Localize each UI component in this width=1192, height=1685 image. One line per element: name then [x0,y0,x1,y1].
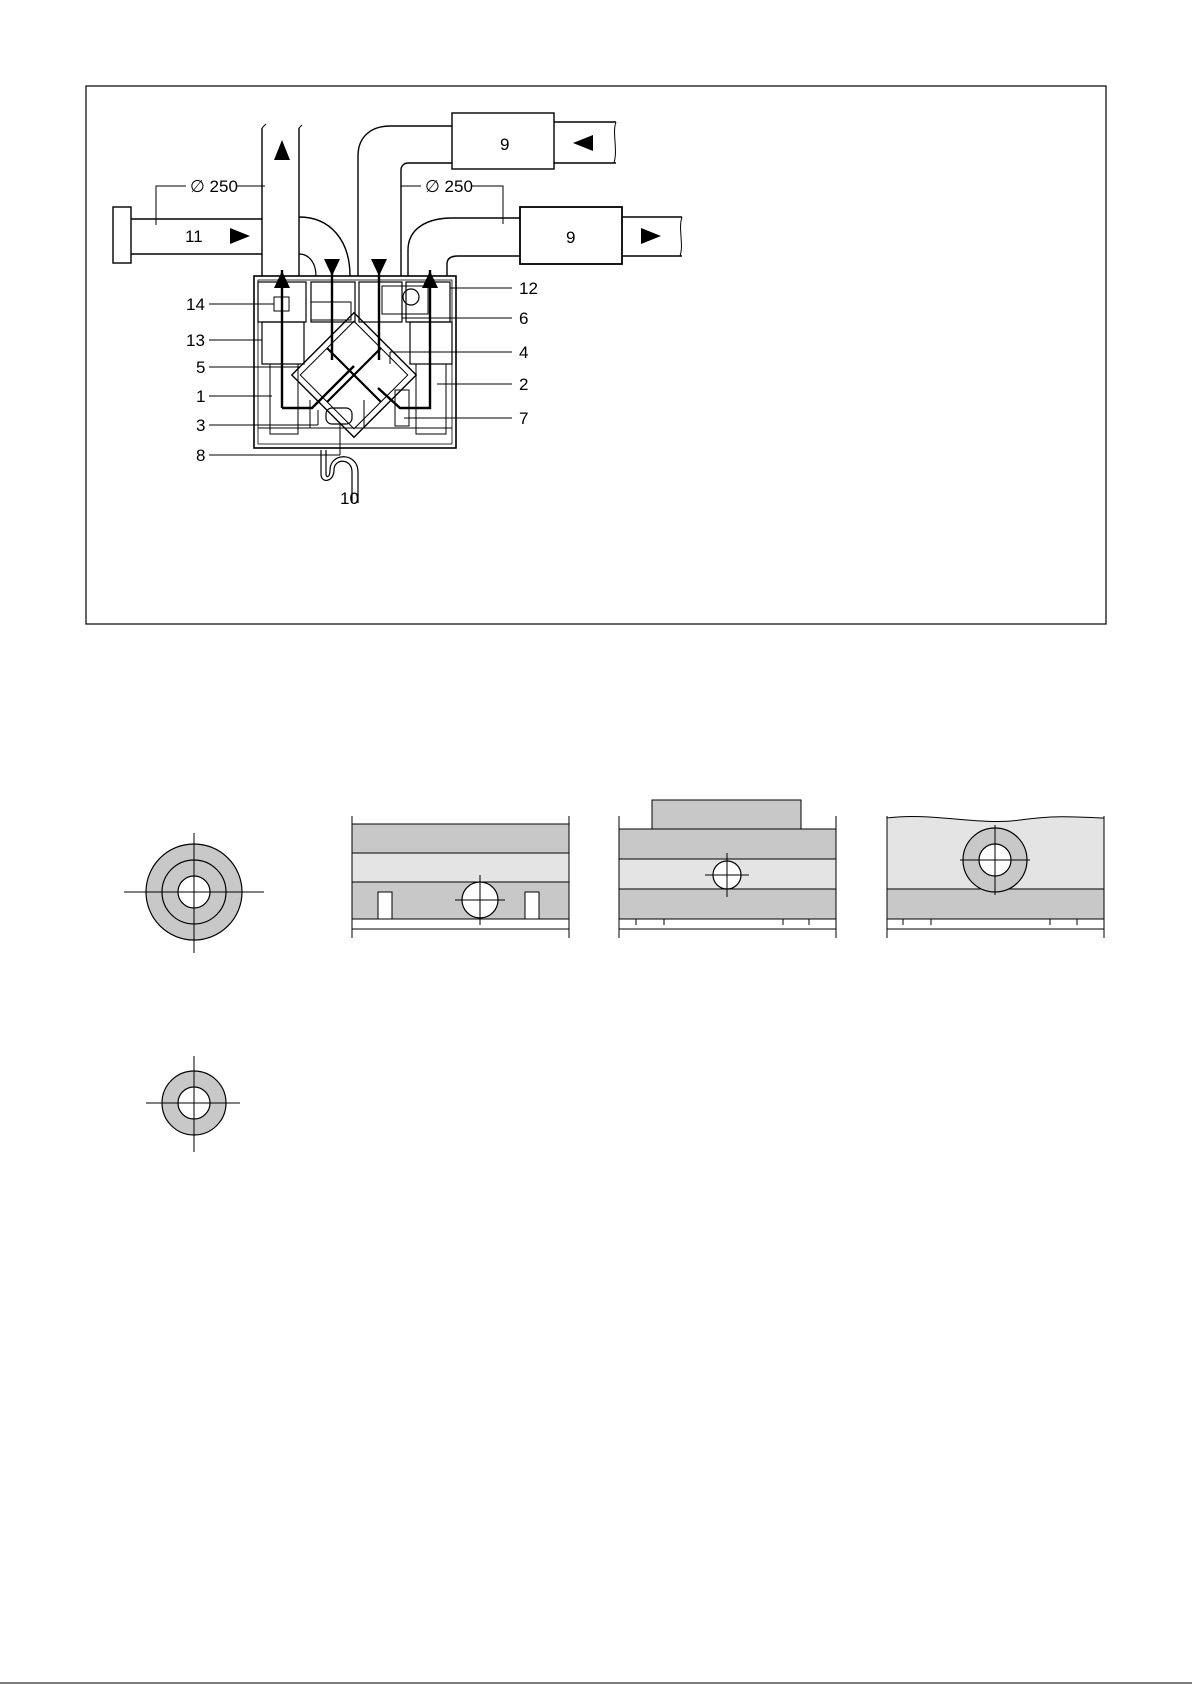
callout-1: 1 [196,387,206,406]
callout-4: 4 [519,343,529,362]
flow-arrow-up-icon [274,271,290,288]
vertical-duct-left [262,124,350,276]
callout-3: 3 [196,416,206,435]
wall-section-1 [352,816,569,938]
flow-arrow-right-icon [641,228,661,244]
pipe-insulation-large [124,833,264,953]
flow-arrow-down-icon [324,259,340,276]
pipe-insulation-small [146,1056,240,1152]
dimension-label-left: ∅ 250 [190,177,238,196]
flow-arrow-up-icon [422,271,438,288]
duct-9-right [408,207,682,276]
flow-arrow-left-icon [573,135,593,151]
callout-8: 8 [196,446,206,465]
diagram-frame [86,86,1106,624]
callout-7: 7 [519,409,529,428]
callout-10: 10 [340,489,359,508]
flow-arrow-up-icon [274,140,290,160]
dimension-label-right: ∅ 250 [425,177,473,196]
flow-arrow-down-icon [371,259,387,276]
callout-2: 2 [519,375,529,394]
flow-arrow-right-icon [230,228,250,244]
callout-12: 12 [519,279,538,298]
callout-9-right: 9 [566,228,576,247]
wall-section-3 [887,816,1104,938]
callout-9-top: 9 [500,135,510,154]
callout-13: 13 [186,331,205,350]
wall-section-2 [619,800,836,938]
callout-6: 6 [519,309,529,328]
callout-14: 14 [186,295,205,314]
callout-11: 11 [185,227,203,246]
callout-5: 5 [196,358,206,377]
ventilation-unit [254,259,456,503]
